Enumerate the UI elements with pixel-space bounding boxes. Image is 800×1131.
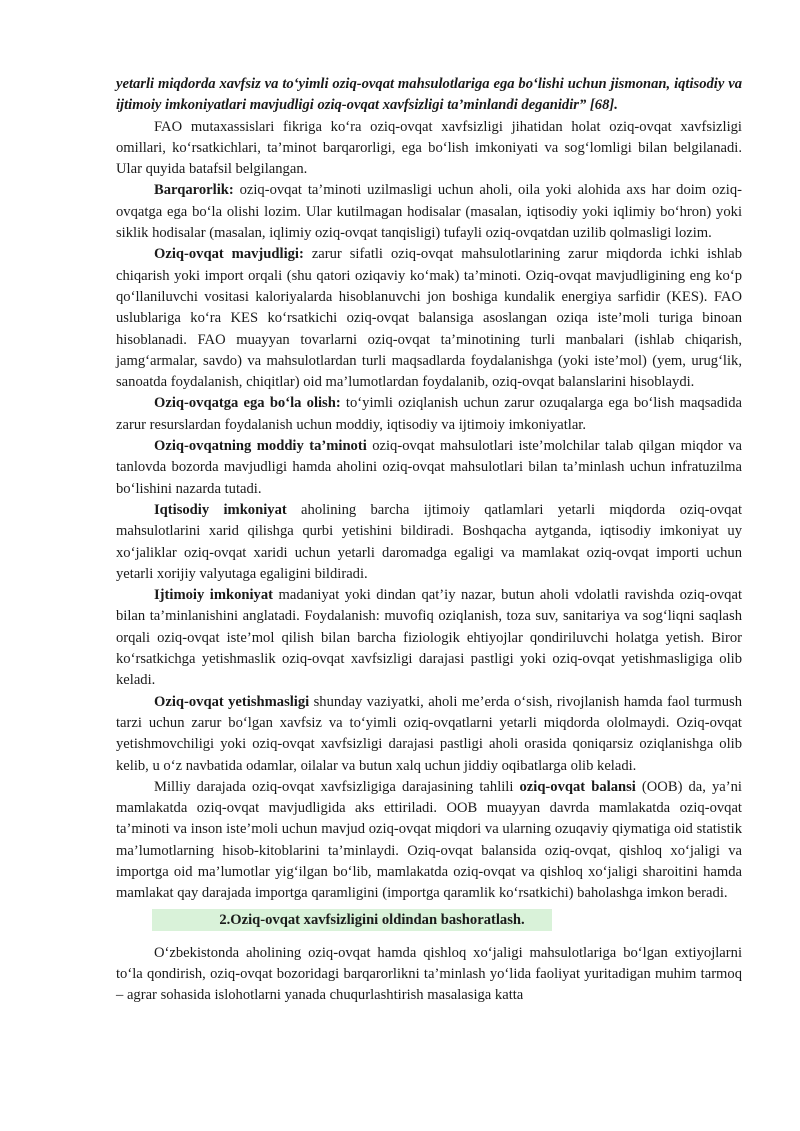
- text-access: to‘yimli oziqlanish uchun zarur ozuqalarga ega bo‘lish maqsadida zarur resurslardan foydalanish uchun moddiy, iqtisodiy va ijtimoiy imkoniyatlar.: [116, 395, 742, 433]
- text-food-shortage: shunday vaziyatki, aholi me’erda o‘sish, rivojlanish hamda faol turmush tarzi uchun zarur bo‘lgan xavfsiz va to‘yimli oziq-ovqatlarni yetarli miqdorda ololmaydi. Oziq-ovqat yetishmovchiligi yoki oziq-ovqat xavfsizligi darajasi pastligi aholi orasida qoniqarsiz oziqlanishga olib kelib, u o‘z navbatida odamlar, oilalar va butun xalq uchun jiddiy oqibatlarga olib keladi.: [116, 693, 742, 774]
- text-food-balance-intro: Milliy darajada oziq-ovqat xavfsizligiga darajasining tahlili: [154, 778, 520, 795]
- paragraph-access: [116, 393, 742, 436]
- text-social-access: madaniyat yoki dindan qat’iy nazar, butun aholi vdolatli ravishda oziq-ovqat bilan ta’minlanishini anglatadi. Foydalanish: muvofiq oziqlanish, toza suv, sanitariya va sog‘liqni saqlash orqali oziq-ovqat iste’mol qilish bilan barcha fiziologik ehtiyojlar qondiriluvchi holatga yetish. Biror ko‘rsatkichga yetishmaslik oziq-ovqat xavfsizligi darajasi pastligi yoki oziq-ovqat yetishmasligiga olib keladi.: [116, 587, 743, 689]
- text-food-balance: (OOB) da, ya’ni mamlakatda oziq-ovqat mavjudligida aks ettiriladi. OOB muayyan davrda mamlakatda oziq-ovqat ta’minoti va inson iste’moli uchun mavjud oziq-ovqat miqdori va ularning ozuqaviy qiymatiga oid statistik ma’lumotlarning hisob-kitoblarini ta’minlaydi. Oziq-ovqat balansida oziq-ovqat, qishloq xo‘jaligi va importga oid ma’lumotlar yig‘ilgan bo‘lib, mamlakatda oziq-ovqat va qishloq xo‘jaligi sharoitini hamda mamlakat qay darajada importga qaramligini (importga qaramlik ko‘rsatkichi) baholashga imkon beradi.: [116, 778, 742, 902]
- paragraph-food-balance: [116, 777, 742, 905]
- term-access: Oziq-ovqatga ega bo‘la olish:: [154, 395, 341, 412]
- section-heading: [152, 909, 552, 931]
- term-economic-access: Iqtisodiy imkoniyat: [154, 501, 287, 518]
- lead-quote: yetarli miqdorda xavfsiz va to‘yimli oziq-ovqat mahsulotlariga ega bo‘lishi uchun jismonan, iqtisodiy va ijtimoiy imkoniyatlari mavjudligi oziq-ovqat xavfsizligi ta’minlandi deganidir” [68].: [116, 76, 742, 114]
- term-stability: Barqarorlik:: [154, 182, 234, 199]
- paragraph-stability: [116, 180, 742, 244]
- text-economic-access: aholining barcha ijtimoiy qatlamlari yetarli miqdorda oziq-ovqat mahsulotlarini xarid qilishga qurbi yetishini bildiradi. Boshqacha aytganda, iqtisodiy imkoniyat uy xo‘jaliklar oziq-ovqat xaridi uchun yetarli daromadga egaligi va mamlakat oziq-ovqat importi uchun yetarli xorijiy valyutaga egaligini bildiradi.: [116, 501, 742, 582]
- paragraph-uzbekistan: O‘zbekistonda aholining oziq-ovqat hamda qishloq xo‘jaligi mahsulotlariga bo‘lgan extiyojlarni to‘la qondirish, oziq-ovqat bozoridagi barqarorlikni ta’minlash yo‘lida faoliyat yuritadigan muhim tarmoq – agrar sohasida islohotlarni yanada chuqurlashtirish masalasiga katta: [116, 944, 742, 1004]
- spacer: [116, 931, 742, 943]
- paragraph-physical-supply: [116, 436, 742, 500]
- paragraph-availability: [116, 244, 742, 393]
- section-heading-text: 2.Oziq-ovqat xavfsizligini oldindan bashoratlash.: [219, 911, 525, 928]
- paragraph-social-access: [116, 585, 742, 691]
- text-stability: oziq-ovqat ta’minoti uzilmasligi uchun aholi, oila yoki alohida axs har doim oziq-ovqatga ega bo‘la olishi lozim. Ular kutilmagan hodisalar (masalan, iqtisodiy yoki iqlimiy bo‘hron) yoki siklik hodisalar (masalan, iqlimiy oziq-ovqat tanqisligi) tufayli oziq-ovqatdan uzilib qolmasligi lozim.: [116, 182, 742, 242]
- term-food-shortage: Oziq-ovqat yetishmasligi: [154, 693, 310, 710]
- text-physical-supply: oziq-ovqat mahsulotlari iste’molchilar talab qilgan miqdor va tanlovda bozorda mavjudligi hamda aholini oziq-ovqat mahsulotlari bilan ta’minlash uchun infratuzilma bo‘lishini nazarda tutadi.: [116, 438, 742, 497]
- paragraph-food-shortage: [116, 692, 742, 777]
- paragraph-fao-experts: FAO mutaxassislari fikriga ko‘ra oziq-ovqat xavfsizligi jihatidan holat oziq-ovqat xavfsizligi omillari, ko‘rsatkichlari, ta’minot barqarorligi, ega bo‘lish imkoniyati va sog‘lomligi bilan belgilanadi. Ular quyida batafsil belgilangan.: [116, 118, 742, 178]
- document-page: [116, 74, 742, 1006]
- term-social-access: Ijtimoiy imkoniyat: [154, 587, 274, 604]
- term-physical-supply: Oziq-ovqatning moddiy ta’minoti: [154, 438, 367, 455]
- term-food-balance: oziq-ovqat balansi: [519, 778, 636, 795]
- term-availability: Oziq-ovqat mavjudligi:: [154, 246, 304, 263]
- paragraph-economic-access: [116, 500, 742, 585]
- text-availability: zarur sifatli oziq-ovqat mahsulotlarining zarur miqdorda ichki ishlab chiqarish yoki import orqali (shu qatori oziqaviy ko‘mak) ta’minoti. Oziq-ovqat mavjudligining eng ko‘p qo‘llaniluvchi vositasi kaloriyalarda hisoblanuvchi jon boshiga kundalik energiya sarfidir (KES). FAO uslublariga ko‘ra KES ko‘rsatkichi oziq-ovqat balansiga asoslangan oziqa iste’moli turiga binoan hisoblanadi. FAO muayyan tovarlarni oziq-ovqat ta’minotining turli manbalari (ishlab chiqarish, jamg‘armalar, savdo) va mahsulotlardan turli maqsadlarda foydalanishga (yoki iste’mol) (yem, urug‘lik, sanoatda foydalanish, chiqitlar) oid ma’lumotlardan foydalanib, oziq-ovqat balanslarini hisoblaydi.: [116, 246, 742, 391]
